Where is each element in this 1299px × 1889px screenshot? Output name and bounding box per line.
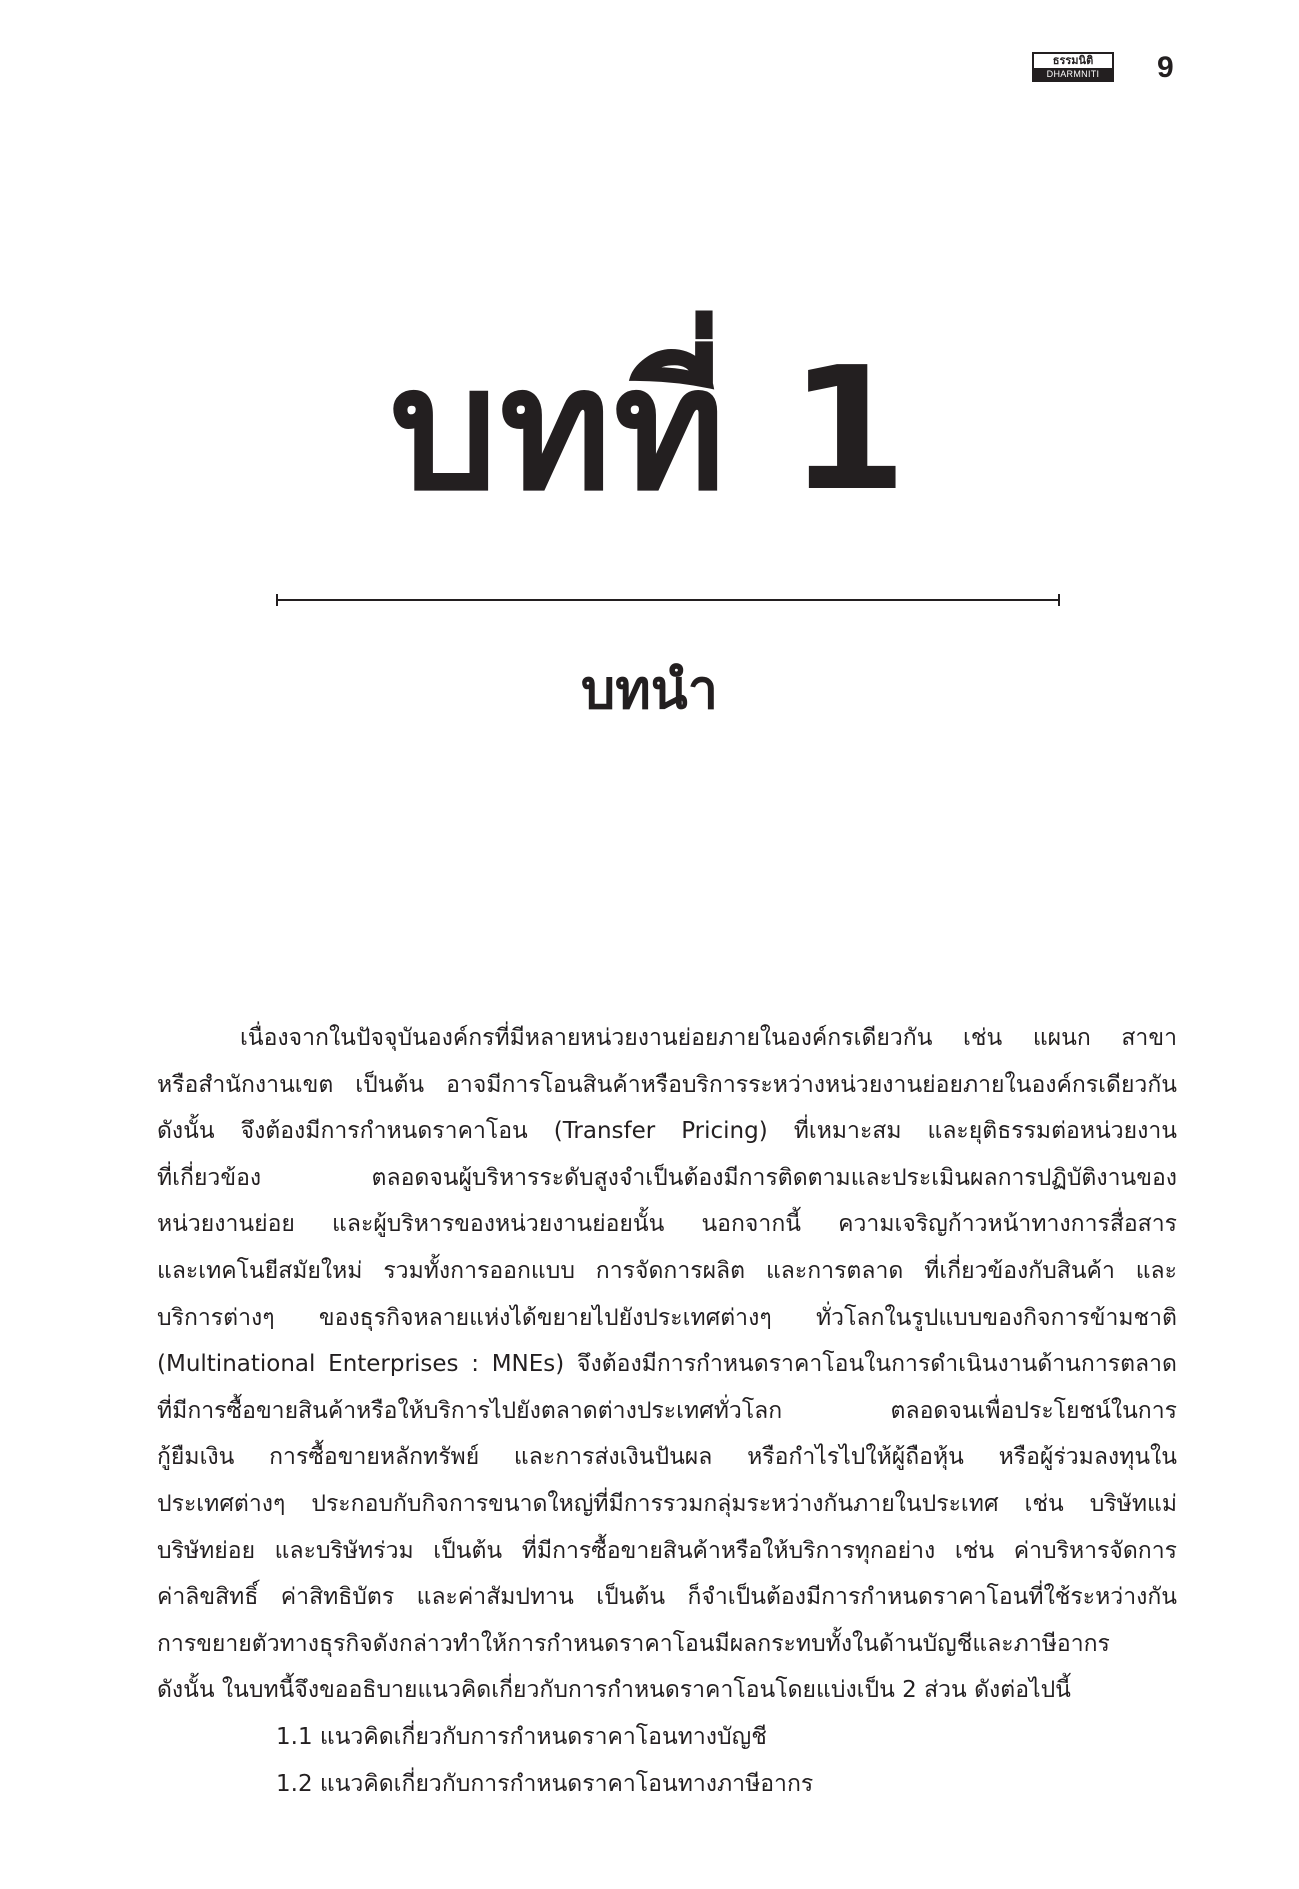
paragraph-line: กู้ยืมเงิน การซื้อขายหลักทรัพย์ และการส่งเงินปันผล หรือกำไรไปให้ผู้ถือหุ้น หรือผู้ร่วมลงทุนใน	[157, 1444, 1177, 1471]
paragraph-line: ดังนั้น ในบทนี้จึงขออธิบายแนวคิดเกี่ยวกับการกำหนดราคาโอนโดยแบ่งเป็น 2 ส่วน ดังต่อไปนี้	[157, 1677, 1071, 1704]
publisher-logo-thai: ธรรมนิติ	[1052, 54, 1094, 67]
title-divider	[276, 599, 1060, 601]
paragraph-line: หรือสำนักงานเขต เป็นต้น อาจมีการโอนสินค้าหรือบริการระหว่างหน่วยงานย่อยภายในองค์กรเดียวกัน	[157, 1071, 1177, 1098]
chapter-subtitle: บทนำ	[580, 658, 719, 721]
paragraph-line: และเทคโนยีสมัยใหม่ รวมทั้งการออกแบบ การจัดการผลิต และการตลาด ที่เกี่ยวข้องกับสินค้า และ	[157, 1257, 1177, 1284]
paragraph-line: บริษัทย่อย และบริษัทร่วม เป็นต้น ที่มีการซื้อขายสินค้าหรือให้บริการทุกอย่าง เช่น ค่าบริหารจัดการ	[157, 1537, 1177, 1564]
paragraph-line: บริการต่างๆ ของธุรกิจหลายแห่งได้ขยายไปยังประเทศต่างๆ ทั่วโลกในรูปแบบของกิจการข้ามชาติ	[157, 1304, 1177, 1331]
list-item: 1.2 แนวคิดเกี่ยวกับการกำหนดราคาโอนทางภาษีอากร	[276, 1770, 814, 1797]
paragraph-line: การขยายตัวทางธุรกิจดังกล่าวทำให้การกำหนดราคาโอนมีผลกระทบทั้งในด้านบัญชีและภาษีอากร	[157, 1630, 1110, 1657]
publisher-logo	[1032, 52, 1114, 82]
page-header	[1032, 48, 1179, 88]
paragraph-line: (Multinational Enterprises : MNEs) จึงต้องมีการกำหนดราคาโอนในการดำเนินงานด้านการตลาด	[157, 1351, 1177, 1378]
paragraph-line: ประเทศต่างๆ ประกอบกับกิจการขนาดใหญ่ที่มีการรวมกลุ่มระหว่างกันภายในประเทศ เช่น บริษัทแม่	[157, 1490, 1177, 1517]
publisher-logo-en: DHARMNITI	[1034, 68, 1112, 80]
paragraph-line: เนื่องจากในปัจจุบันองค์กรที่มีหลายหน่วยงานย่อยภายในองค์กรเดียวกัน เช่น แผนก สาขา	[240, 1025, 1177, 1051]
paragraph-line: หน่วยงานย่อย และผู้บริหารของหน่วยงานย่อยนั้น นอกจากนี้ ความเจริญก้าวหน้าทางการสื่อสาร	[157, 1211, 1177, 1238]
list-item: 1.1 แนวคิดเกี่ยวกับการกำหนดราคาโอนทางบัญชี	[276, 1723, 767, 1750]
body-text	[157, 1015, 1177, 1807]
paragraph-line: ค่าลิขสิทธิ์ ค่าสิทธิบัตร และค่าสัมปทาน เป็นต้น ก็จำเป็นต้องมีการกำหนดราคาโอนที่ใช้ระหว่างกัน	[157, 1584, 1177, 1611]
paragraph-line: ดังนั้น จึงต้องมีการกำหนดราคาโอน (Transfer Pricing) ที่เหมาะสม และยุติธรรมต่อหน่วยงาน	[157, 1118, 1177, 1145]
paragraph-line: ที่มีการซื้อขายสินค้าหรือให้บริการไปยังตลาดต่างประเทศทั่วโลก ตลอดจนเพื่อประโยชน์ในการ	[157, 1397, 1177, 1424]
chapter-title: บทที่ 1	[389, 331, 910, 529]
paragraph-line: ที่เกี่ยวข้อง ตลอดจนผู้บริหารระดับสูงจำเป็นต้องมีการติดตามและประเมินผลการปฏิบัติงานของ	[157, 1164, 1177, 1191]
page-number: 9	[1157, 51, 1174, 84]
